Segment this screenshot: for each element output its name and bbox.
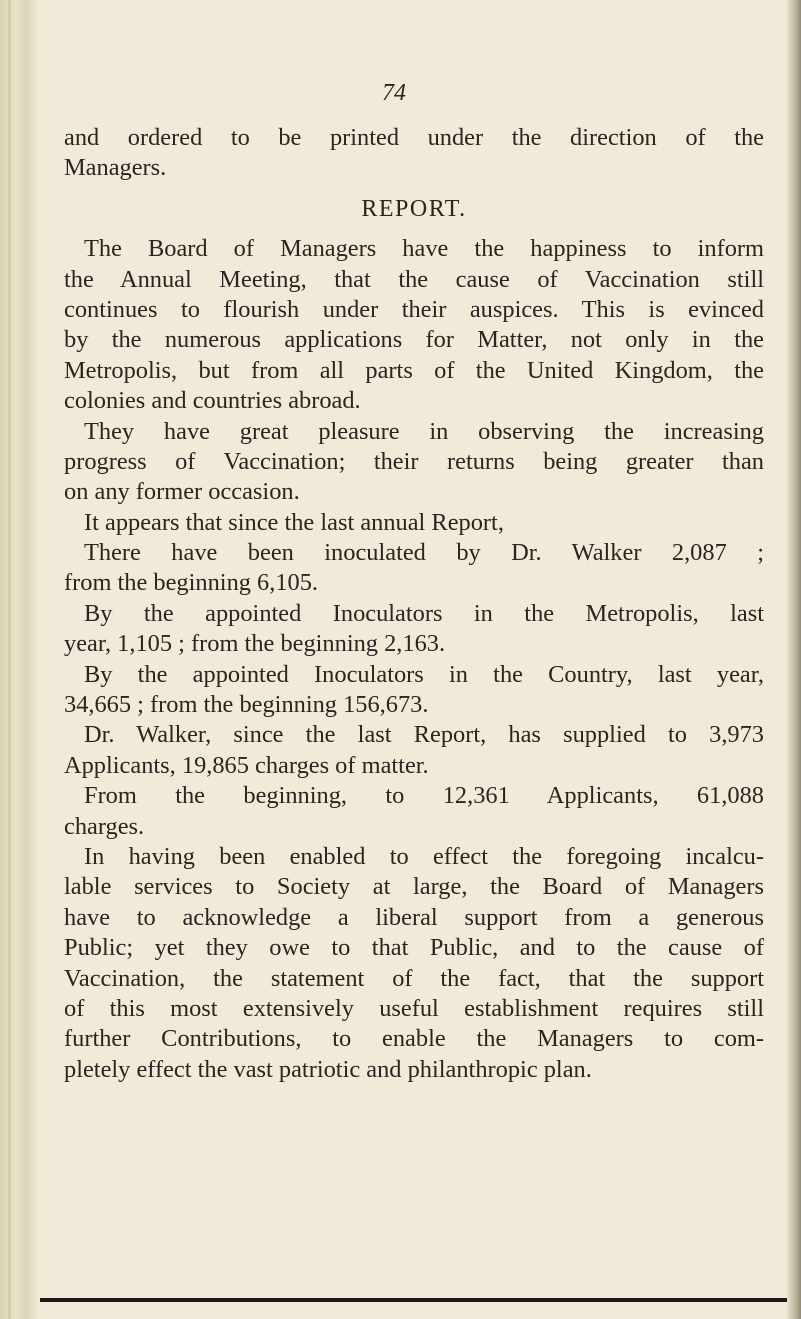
binding-stripe <box>8 0 11 1319</box>
page-right-edge <box>787 0 801 1319</box>
text-line: From the beginning, to 12,361 Applicants, 61,088 <box>84 782 764 810</box>
text-line: In having been enabled to effect the foregoing incalcu- <box>84 842 764 870</box>
text-line: colonies and countries abroad. <box>64 387 361 415</box>
text-line: have to acknowledge a liberal support from a generous <box>64 903 764 931</box>
bottom-rule <box>40 1298 787 1302</box>
text-line: further Contributions, to enable the Managers to com- <box>64 1025 764 1053</box>
text-line: progress of Vaccination; their returns being greater than <box>64 447 764 475</box>
text-line: the Annual Meeting, that the cause of Vaccination still <box>64 265 764 293</box>
text-line: from the beginning 6,105. <box>64 569 319 597</box>
text-line: pletely effect the vast patriotic and philanthropic plan. <box>64 1055 592 1083</box>
text-line: The Board of Managers have the happiness to inform <box>84 235 764 263</box>
text-line: year, 1,105 ; from the beginning 2,163. <box>64 630 446 658</box>
text-line: of this most extensively useful establishment requires still <box>64 994 764 1022</box>
text-line: Metropolis, but from all parts of the United Kingdom, the <box>64 356 764 384</box>
text-line: and ordered to be printed under the direction of the <box>64 124 764 151</box>
text-line: Vaccination, the statement of the fact, that the support <box>64 964 764 992</box>
text-line: Public; yet they owe to that Public, and to the cause of <box>64 934 764 962</box>
text-line: It appears that since the last annual Report, <box>84 508 504 536</box>
text-line: By the appointed Inoculators in the Metropolis, last <box>84 599 764 627</box>
text-line: Managers. <box>64 154 167 182</box>
text-line: on any former occasion. <box>64 478 300 506</box>
page-binding-edge <box>0 0 38 1319</box>
text-line: Applicants, 19,865 charges of matter. <box>64 751 429 779</box>
text-line: They have great pleasure in observing the increasing <box>84 417 764 445</box>
report-heading: REPORT. <box>361 195 467 222</box>
text-line: Dr. Walker, since the last Report, has supplied to 3,973 <box>84 721 764 749</box>
text-line: by the numerous applications for Matter, not only in the <box>64 326 764 354</box>
text-line: charges. <box>64 812 145 840</box>
text-line: continues to flourish under their auspices. This is evinced <box>64 295 764 323</box>
page-text <box>64 123 764 1085</box>
page-number: 74 <box>382 80 406 106</box>
text-line: There have been inoculated by Dr. Walker 2,087 ; <box>84 539 764 567</box>
text-line: 34,665 ; from the beginning 156,673. <box>64 691 429 719</box>
text-line: By the appointed Inoculators in the Country, last year, <box>84 660 764 688</box>
text-line: lable services to Society at large, the Board of Managers <box>64 873 764 901</box>
